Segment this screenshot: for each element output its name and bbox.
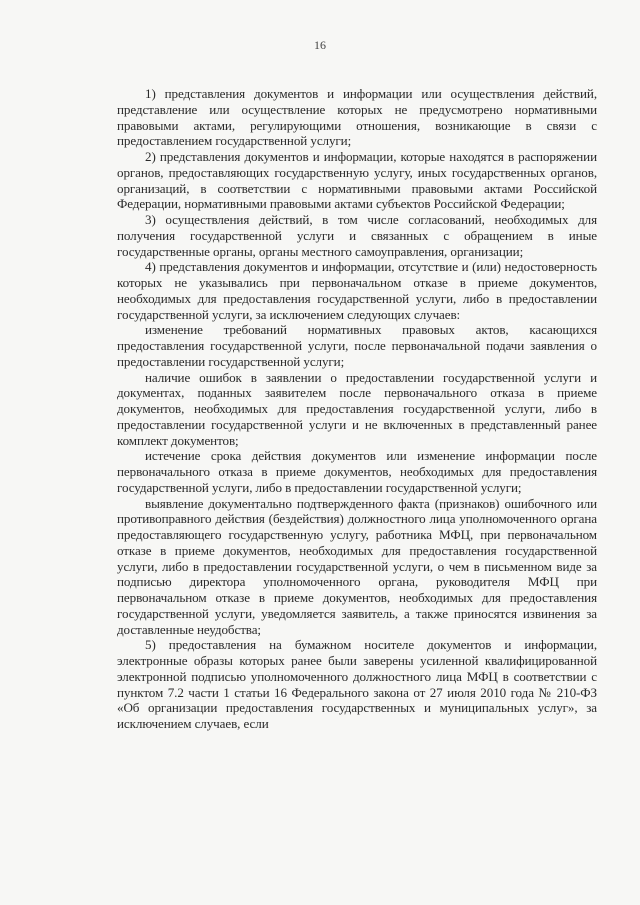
paragraph-4: 4) представления документов и информации, отсутствие и (или) недостоверность которых не указывались при первоначальном отказе в приеме документов, необходимых для предоставления государственной услуги, либо в предоставлении государственной услуги, за исключением следующих случаев: <box>117 259 597 322</box>
paragraph-exception-1: изменение требований нормативных правовых актов, касающихся предоставления государственной услуги, после первоначальной подачи заявления о предоставлении государственной услуги; <box>117 322 597 369</box>
paragraph-5: 5) предоставления на бумажном носителе документов и информации, электронные образы которых ранее были заверены усиленной квалифицированной электронной подписью уполномоченного должностного лица МФЦ в соответствии с пунктом 7.2 части 1 статьи 16 Федерального закона от 27 июля 2010 года № 210-ФЗ «Об организации предоставления государственных и муниципальных услуг», за исключением случаев, если <box>117 637 597 731</box>
paragraph-1: 1) представления документов и информации или осуществления действий, представление или осуществление которых не предусмотрено нормативными правовыми актами, регулирующими отношения, возникающие в связи с предоставлением государственной услуги; <box>117 86 597 149</box>
paragraph-exception-3: истечение срока действия документов или изменение информации после первоначального отказа в приеме документов, необходимых для предоставления государственной услуги, либо в предоставлении государственной услуги; <box>117 448 597 495</box>
paragraph-3: 3) осуществления действий, в том числе согласований, необходимых для получения государственной услуги и связанных с обращением в иные государственные органы, органы местного самоуправления, организации; <box>117 212 597 259</box>
body-text <box>117 86 597 732</box>
paragraph-exception-4: выявление документально подтвержденного факта (признаков) ошибочного или противоправного действия (бездействия) должностного лица уполномоченного органа предоставляющего государственную услугу, работника МФЦ, при первоначальном отказе в приеме документов, необходимых для предоставления государственной услуги, либо в предоставлении государственной услуги, о чем в письменном виде за подписью директора уполномоченного органа, руководителя МФЦ при первоначальном отказе в приеме документов, необходимых для предоставления государственной услуги, уведомляется заявитель, а также приносятся извинения за доставленные неудобства; <box>117 495 597 637</box>
paragraph-2: 2) представления документов и информации, которые находятся в распоряжении органов, предоставляющих государственную услугу, иных государственных органов, организаций, в соответствии с нормативными правовыми актами Российской Федерации, нормативными правовыми актами субъектов Российской Федерации; <box>117 149 597 212</box>
page-number: 16 <box>314 38 326 52</box>
paragraph-exception-2: наличие ошибок в заявлении о предоставлении государственной услуги и документах, поданных заявителем после первоначального отказа в приеме документов, необходимых для предоставления государственной услуги, либо в предоставлении государственной услуги и не включенных в представленный ранее комплект документов; <box>117 369 597 448</box>
